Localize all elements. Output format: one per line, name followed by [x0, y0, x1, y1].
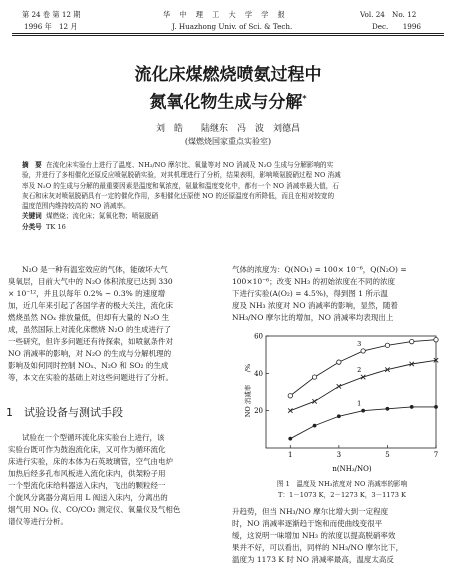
data-point-1	[434, 405, 438, 409]
keywords: 煤燃烧；流化床；氮氧化物；喷氨脱硝	[45, 212, 159, 221]
data-point-1	[386, 407, 390, 411]
y-tick-label: 20	[254, 407, 263, 416]
title-footnote-mark: *	[302, 94, 307, 103]
data-point-1	[410, 405, 414, 409]
plot-area	[254, 333, 438, 460]
body-line: 成，虽然国际上对流化床燃烧 N₂O 的生成进行了	[8, 325, 171, 334]
x-tick-label: 3	[336, 451, 342, 459]
data-point-2	[337, 384, 341, 388]
body-line: 加热后经多孔布风板进入流化床内，供架粉子用	[8, 469, 166, 478]
data-point-3	[410, 339, 414, 343]
y-axis-label: NO 消减率	[244, 384, 252, 418]
body-line: 烟气用 NOₓ 仪、CO/CO₂ 测定仪、氧量仪及气相色	[8, 505, 181, 514]
journal-name-cn: 华 中 理 工 大 学 学 报	[163, 10, 286, 19]
body-line: 臭氧层，目前大气中的 N₂O 体积浓度已达到 330	[8, 277, 173, 286]
authors: 刘 皓 陆继东 冯 波 刘德昌	[155, 124, 300, 134]
body-line: 果并不好，可以看出，同样的 NH₃/NO 摩尔比下，	[232, 543, 404, 552]
x-tick-label: 1	[288, 451, 293, 459]
data-point-2	[312, 399, 316, 403]
abstract-line: 摘 要 在流化床实验台上进行了温度、NH₃/NO 摩尔比、氧量等对 NO 消减及 N₂O 生成与分解影响的实	[22, 161, 334, 169]
y-tick-label: 40	[254, 369, 263, 378]
data-point-2	[361, 375, 365, 379]
keywords-row	[22, 211, 434, 221]
data-point-3	[361, 349, 365, 353]
body-line: 气体的浓度为：Q(NO₁) = 100× 10⁻⁶，Q(N₂O) =	[232, 265, 407, 274]
body-line: × 10⁻¹²，并且以每年 0.2% ~ 0.3% 的速度增	[8, 289, 166, 298]
body-line: 下进行实验(A(O₂) = 4.5%)，得到图 1 所示温	[232, 289, 388, 298]
header-rule-top	[12, 33, 444, 34]
class-value: TK 16	[45, 222, 66, 231]
right-column-top	[232, 264, 448, 324]
paper-title-line2	[0, 89, 456, 113]
left-column-para2	[8, 432, 223, 528]
body-line: N₂O 是一种有温室效应的气体，能破坏大气	[22, 265, 168, 274]
left-column-para1	[8, 264, 223, 384]
date-en: Dec. 1996	[372, 22, 421, 31]
class-label: 分类号	[22, 222, 42, 231]
y-axis-label-group	[243, 364, 252, 417]
title-text: 氮氧化物生成与分解	[149, 92, 303, 113]
data-point-2	[288, 408, 292, 412]
header-rule-bottom	[12, 35, 444, 36]
classification-row	[22, 222, 434, 232]
y-axis-unit: /%	[244, 363, 252, 373]
figure-caption: 图 1 温度及 NH₃浓度对 NO 消减率的影响	[276, 480, 408, 488]
data-point-1	[337, 414, 341, 418]
body-line: 实验台既可作为鼓泡流化床，又可作为循环流化	[8, 445, 166, 454]
data-point-3	[312, 375, 316, 379]
y-tick-label: 60	[254, 332, 263, 341]
body-line: 温度为 1173 K 时 NO 消减率最高，温度太高反	[232, 555, 394, 564]
date-cn: 1996 年 12 月	[24, 22, 78, 31]
body-line: NH₃/NO 摩尔比的增加，NO 消减率均表现出上	[232, 313, 394, 322]
right-column-bottom	[232, 506, 448, 566]
body-line: 一些研究，但许多问题还有待探索，如喷氨条件对	[8, 337, 173, 346]
body-line: 床进行实验，床的本体为石英玻璃管，空气由电炉	[8, 457, 173, 466]
abstract-line: 率及 N₂O 的生成与分解的最重要因素是温度和氧浓度，氨量和温度变化中，都有一个 NO 消减率最大值，石	[22, 181, 339, 190]
body-line: 升趋势，但当 NH₃/NO 摩尔比增大到一定程度	[232, 507, 389, 516]
body-line: 等，本文在实验的基础上对这些问题进行了分析。	[8, 373, 173, 382]
body-line: 燃烧虽然 NOₓ 排放量低，但却有大量的 N₂O 生	[8, 313, 170, 322]
volume-issue-en: Vol. 24 No. 12	[360, 10, 417, 19]
data-point-1	[361, 409, 365, 413]
keywords-label: 关键词	[22, 212, 42, 221]
paper-title-line1: 流化床煤燃烧喷氨过程中	[134, 65, 322, 85]
x-tick-label: 5	[385, 451, 390, 459]
body-line: 度及 NH₃ 浓度对 NO 消减率的影响，显然，随着	[232, 301, 398, 310]
series-label-3: 3	[357, 339, 362, 348]
data-point-3	[385, 343, 389, 347]
body-line: NO 消减率的影响，对 N₂O 的生成与分解机理的	[8, 349, 172, 358]
figure-1-chart	[236, 326, 448, 476]
data-point-1	[313, 424, 317, 428]
affiliation: (煤燃烧国家重点实验室)	[184, 137, 272, 146]
body-line: 个旋风分离器分离后用 L 阀送入床内，分离出的	[8, 493, 168, 502]
figure-caption-sub: T：1－1073 K，2－1273 K，3－1173 K	[278, 491, 406, 499]
abstract-line: 灰石和床灰对喷氨脱硝具有一定的催化作用，多相催化还原使 NO 的还原温度有所降低，而且在相对较宽的	[22, 191, 335, 200]
body-line: 100×10⁻⁶；改变 NH₃ 的初始浓度在不同的浓度	[232, 277, 395, 286]
body-line: 加，近几年来引起了各国学者的极大关注，流化床	[8, 301, 173, 310]
body-line: 谱仪等进行分析。	[8, 517, 68, 526]
data-point-3	[337, 360, 341, 364]
abstract-line: 验，并进行了多相催化还原反应喷氨脱硝实验，对其机理进行了分析，结果表明，影响喷氨脱硝过程 NO 消减	[22, 171, 341, 180]
abstract-line: 温度范围内维持较高的 NO 消减率。	[22, 202, 130, 211]
journal-name-en: J. Huazhong Univ. of Sci. & Tech.	[172, 22, 293, 31]
x-tick-label: 7	[433, 451, 439, 459]
body-line: 试验在一个型循环流化床实验台上进行，该	[22, 433, 165, 442]
plot-frame	[266, 336, 436, 448]
data-point-3	[434, 338, 438, 342]
data-point-3	[288, 394, 292, 398]
series-line-3	[290, 340, 436, 396]
abstract	[22, 160, 434, 232]
body-line: 缓，这说明一味增加 NH₃ 的浓度以提高脱硝率效	[232, 531, 396, 540]
series-line-2	[290, 360, 436, 410]
series-label-2: 2	[357, 366, 362, 375]
section-heading: 1 试验设备与测试手段	[6, 406, 123, 419]
abstract-label: 摘 要	[22, 161, 42, 169]
series-label-1: 1	[357, 399, 362, 408]
body-line: 一个型流化床给料器送入床内，飞出的颗粒经一	[8, 481, 166, 490]
body-line: 影响及如何同时控制 NOₓ、N₂O 和 SO₂ 的生成	[8, 361, 169, 370]
x-axis-label: n(NH₃/NO)	[332, 465, 372, 473]
data-point-1	[288, 437, 292, 441]
body-line: 时，NO 消减率逐渐趋于饱和而使曲线变很平	[232, 519, 383, 528]
volume-issue-cn: 第 24 卷 第 12 期	[22, 10, 81, 19]
